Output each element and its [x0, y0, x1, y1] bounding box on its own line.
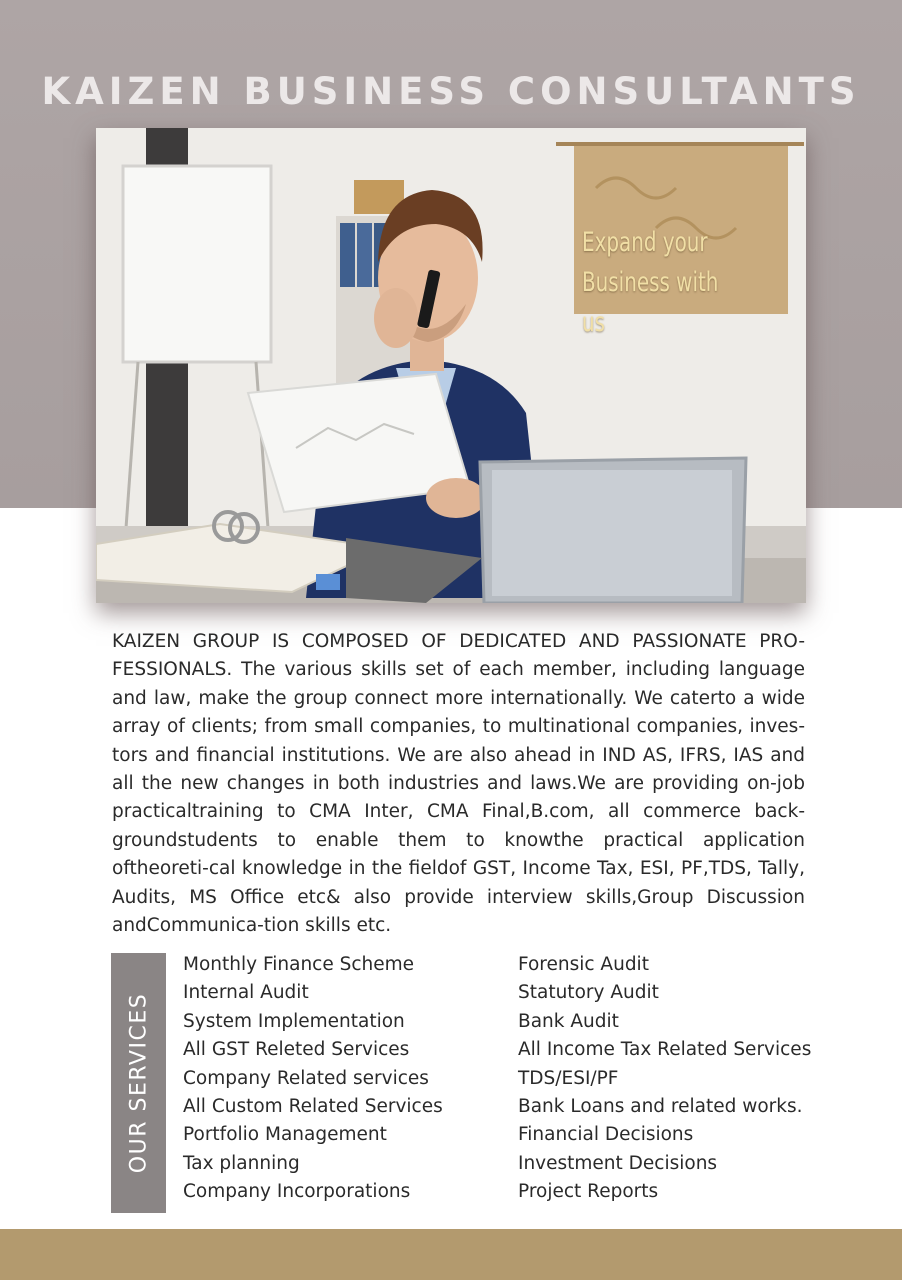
service-item: Portfolio Management	[183, 1124, 387, 1146]
services-label: OUR SERVICES	[126, 992, 151, 1174]
service-item: All Custom Related Services	[183, 1096, 443, 1118]
hero-overlay-text	[582, 223, 746, 343]
services-label-box	[111, 953, 166, 1213]
service-item: System Implementation	[183, 1010, 405, 1032]
overlay-line-1: Expand your	[582, 227, 708, 258]
footer-band	[0, 1229, 902, 1280]
service-item: All Income Tax Related Services	[518, 1039, 812, 1061]
service-item: Financial Decisions	[518, 1124, 694, 1146]
service-item: TDS/ESI/PF	[518, 1067, 619, 1089]
service-item: Bank Audit	[518, 1010, 619, 1032]
office-scene-illustration	[96, 128, 806, 603]
page-title: KAIZEN BUSINESS CONSULTANTS	[41, 70, 861, 113]
service-item: Tax planning	[183, 1152, 300, 1174]
service-item: Monthly Finance Scheme	[183, 954, 415, 975]
service-item: Company Related services	[183, 1067, 429, 1089]
services-list-right	[518, 951, 811, 1207]
intro-paragraph: KAIZEN GROUP IS COMPOSED OF DEDICATED AND PASSIONATE PRO-FESSIONALS. The various skills set of each member, including language and law, make the group connect more internationally. We caterto a wide array of clients; from small companies, to multinational companies, inves-tors and financial institutions. We are also ahead in IND AS, IFRS, IAS and all the new changes in both industries and laws.We are providing on-job practicaltraining to CMA Inter, CMA Final,B.com, all commerce back-groundstudents to enable them to knowthe practical application oftheoreti-cal knowledge in the fieldof GST, Income Tax, ESI, PF,TDS, Tally, Audits, MS Office etc& also provide interview skills,Group Discussion andCommunica-tion skills etc.	[112, 631, 805, 937]
service-item: Bank Loans and related works.	[518, 1096, 803, 1118]
service-item: Forensic Audit	[518, 954, 649, 975]
services-list-left	[183, 951, 443, 1207]
service-item: Statutory Audit	[518, 982, 659, 1004]
service-item: Investment Decisions	[518, 1152, 718, 1174]
service-item: Company Incorporations	[183, 1181, 411, 1203]
service-item: All GST Releted Services	[183, 1039, 410, 1061]
service-item: Project Reports	[518, 1181, 659, 1203]
overlay-line-2: Business with us	[582, 267, 719, 338]
hero-photo	[96, 128, 806, 603]
service-item: Internal Audit	[183, 982, 309, 1004]
